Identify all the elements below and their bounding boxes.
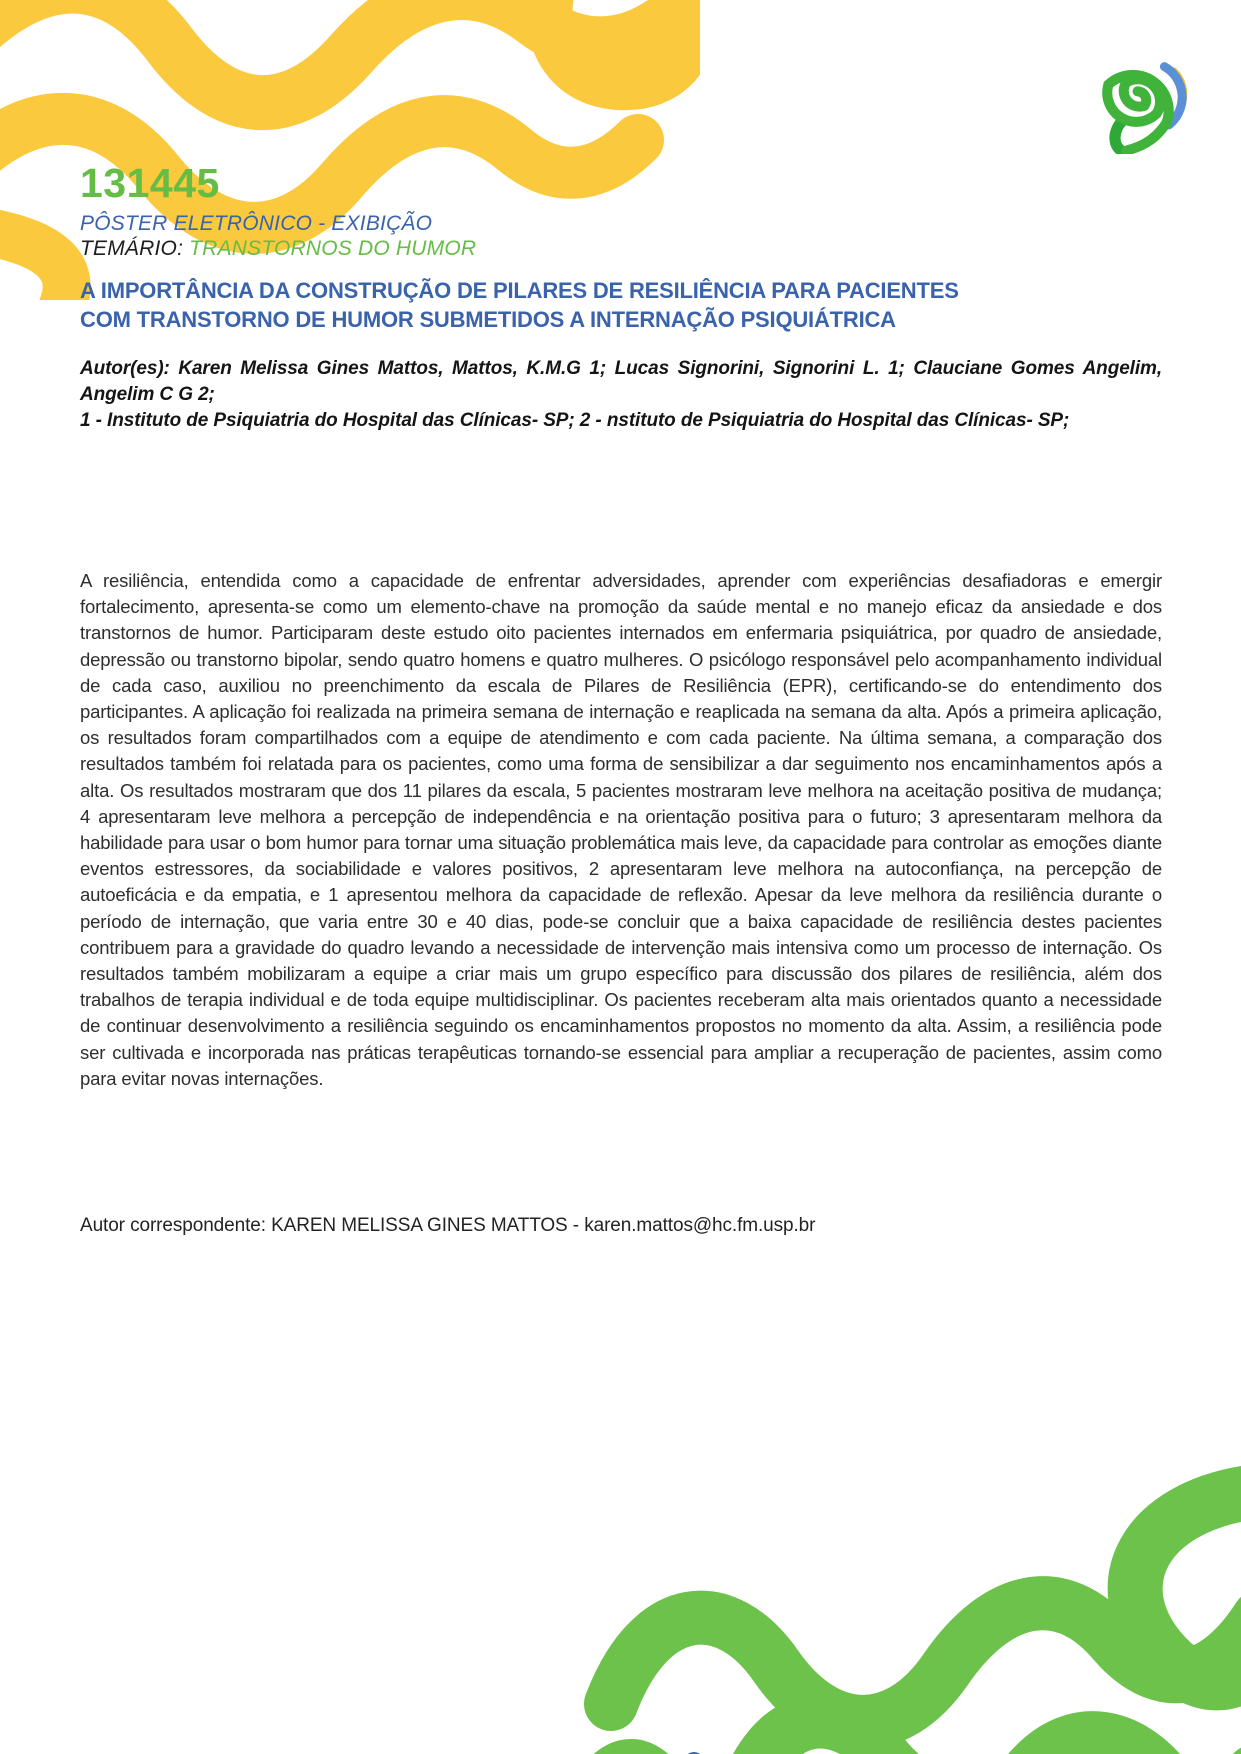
theme-value: TRANSTORNOS DO HUMOR — [189, 237, 477, 260]
affiliations-line: 1 - Instituto de Psiquiatria do Hospital das Clínicas- SP; 2 - nstituto de Psiquiatria do Hospital das Clínicas- SP; — [80, 410, 1070, 431]
authors-block — [80, 356, 1162, 434]
green-waves-decoration — [481, 1374, 1241, 1754]
authors-line: Autor(es): Karen Melissa Gines Mattos, Mattos, K.M.G 1; Lucas Signorini, Signorini L. 1; Clauciane Gomes Angelim, Angelim C G 2; — [80, 358, 1162, 405]
corresponding-author-line: Autor correspondente: KAREN MELISSA GINES MATTOS - karen.mattos@hc.fm.usp.br — [80, 1215, 816, 1236]
abstract-title: A IMPORTÂNCIA DA CONSTRUÇÃO DE PILARES DE RESILIÊNCIA PARA PACIENTES COM TRANSTORNO DE HUMOR SUBMETIDOS A INTERNAÇÃO PSIQUIÁTRICA — [80, 278, 959, 332]
theme-line — [80, 237, 476, 261]
theme-label: TEMÁRIO: — [80, 237, 190, 260]
submission-id: 131445 — [80, 160, 220, 206]
presentation-category: PÔSTER ELETRÔNICO - EXIBIÇÃO — [80, 212, 433, 235]
abstract-body: A resiliência, entendida como a capacidade de enfrentar adversidades, aprender com experiências desafiadoras e emergir fortalecimento, apresenta-se como um elemento-chave na promoção da saúde mental e no manejo eficaz da ansiedade e dos transtornos de humor. Participaram deste estudo oito pacientes internados em enfermaria psiquiátrica, por quadro de ansiedade, depressão ou transtorno bipolar, sendo quatro homens e quatro mulheres. O psicólogo responsável pelo acompanhamento individual de cada caso, auxiliou no preenchimento da escala de Pilares de Resiliência (EPR), certificando-se do entendimento dos participantes. A aplicação foi realizada na primeira semana de internação e reaplicada na semana da alta. Após a primeira aplicação, os resultados foram compartilhados com a equipe de atendimento e com cada paciente. Na última semana, a comparação dos resultados também foi relatada para os pacientes, como uma forma de sensibilizar a dar seguimento nos encaminhamentos após a alta. Os resultados mostraram que dos 11 pilares da escala, 5 pacientes mostraram leve melhora na aceitação positiva de mudança; 4 apresentaram leve melhora a percepção de independência e na orientação positiva para o futuro; 3 apresentaram melhora da habilidade para usar o bom humor para tornar uma situação problemática mais leve, da capacidade para controlar as emoções diante eventos estressores, da sociabilidade e valores positivos, 2 apresentaram leve melhora na autoconfiança, na percepção de autoeficácia e da empatia, e 1 apresentou melhora da capacidade de reflexão. Apesar da leve melhora da resiliência durante o período de internação, que varia entre 30 e 40 dias, pode-se concluir que a baixa capacidade de resiliência destes pacientes contribuem para a gravidade do quadro levando a necessidade de intervenção mais intensiva como um processo de internação. Os resultados também mobilizaram a equipe a criar mais um grupo específico para discussão dos pilares de resiliência, além dos trabalhos de terapia individual e de toda equipe multidisciplinar. Os pacientes receberam alta mais orientados quanto a necessidade de continuar desenvolvimento a resiliência seguindo os encaminhamentos propostos no momento da alta. Assim, a resiliência pode ser cultivada e incorporada nas práticas terapêuticas tornando-se essencial para ampliar a recuperação de pacientes, assim como para evitar novas internações. — [80, 570, 1162, 1089]
spiral-logo-icon — [1083, 42, 1201, 154]
